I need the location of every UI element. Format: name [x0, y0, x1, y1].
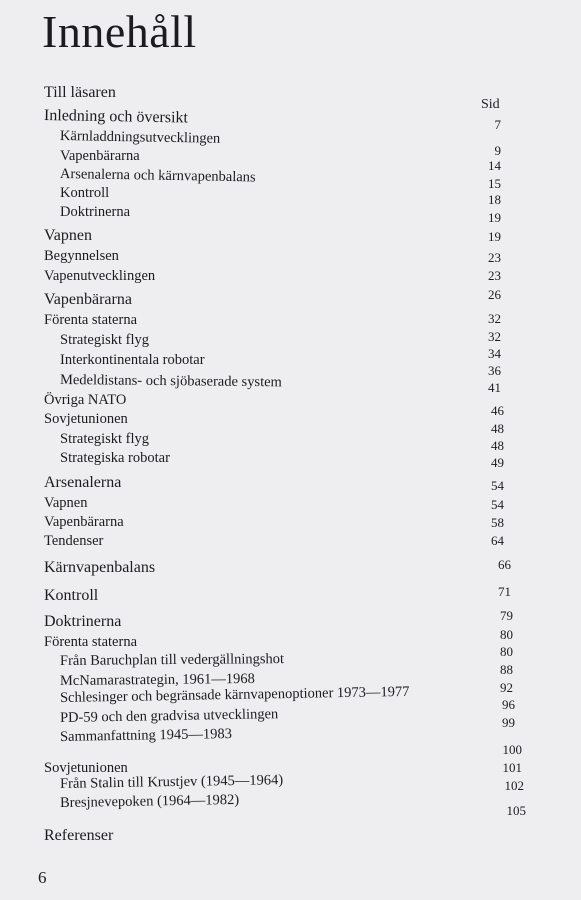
toc-entry-kontroll-chapter: Kontroll — [44, 587, 99, 604]
page-ref: 26 — [488, 287, 501, 302]
page-ref: 14 — [488, 158, 501, 173]
page-title: Innehåll — [42, 6, 197, 57]
page-ref: 7 — [494, 117, 501, 132]
toc-entry-ovriga-nato: Övriga NATO — [44, 392, 127, 408]
toc-entry-sovjetunionen: Sovjetunionen — [44, 411, 128, 427]
page-ref: 80 — [500, 627, 513, 642]
toc-entry-medeldistans: Medeldistans- och sjöbaserade system — [59, 372, 282, 391]
page-ref: 34 — [488, 346, 501, 361]
page-ref: 32 — [488, 329, 501, 344]
toc-entry-begynnelsen: Begynnelsen — [44, 248, 119, 264]
page-ref: 9 — [494, 143, 501, 158]
page-ref: 23 — [488, 250, 501, 265]
toc-entry-vapnen-2: Vapnen — [44, 495, 88, 511]
page-ref: 79 — [500, 608, 513, 623]
page-ref: 54 — [491, 497, 504, 512]
page-ref: 100 — [502, 742, 522, 757]
toc-entry-strategiskt-flyg-2: Strategiskt flyg — [60, 431, 150, 447]
toc-entry-vapnen: Vapnen — [44, 227, 92, 244]
toc-entry-doktrinerna-chapter: Doktrinerna — [44, 613, 122, 630]
page-ref: 41 — [488, 380, 501, 395]
toc-entry-strategiska-robotar: Strategiska robotar — [60, 450, 170, 466]
page-ref: 92 — [500, 680, 513, 695]
toc-entry-interkontinentala: Interkontinentala robotar — [60, 352, 205, 368]
toc-entry-kontroll: Kontroll — [60, 185, 110, 201]
toc-entry-vapenbararna-2: Vapenbärarna — [44, 514, 124, 530]
page-ref: 71 — [498, 584, 511, 599]
toc-entry-tendenser: Tendenser — [44, 533, 104, 549]
toc-entry-stalin-krustjev: Från Stalin till Krustjev (1945—1964) — [59, 772, 284, 792]
toc-entry-vapenutvecklingen: Vapenutvecklingen — [44, 268, 156, 284]
toc-entry-pd59: PD-59 och den gradvisa utvecklingen — [59, 706, 279, 726]
toc-entry-forenta-staterna: Förenta staterna — [44, 312, 138, 328]
toc-entry-arsenalerna: Arsenalerna — [44, 474, 122, 491]
toc-entry-till-lasaren: Till läsaren — [44, 84, 116, 101]
toc-entry-bresjnev: Bresjnevepoken (1964—1982) — [59, 791, 240, 811]
toc-entry-vapenbararna: Vapenbärarna — [60, 148, 140, 164]
toc-entry-forenta-staterna-2: Förenta staterna — [44, 634, 138, 650]
page-ref: 15 — [488, 176, 501, 191]
page-ref: 101 — [502, 760, 522, 775]
page-ref: 102 — [504, 778, 524, 793]
page-ref: 80 — [500, 644, 513, 659]
page-ref: 64 — [491, 533, 504, 548]
page-ref: 105 — [506, 803, 526, 818]
toc-entry-referenser: Referenser — [44, 827, 114, 844]
toc-entry-karnladdning: Kärnladdningsutvecklingen — [59, 128, 221, 147]
page-ref: 99 — [502, 715, 515, 730]
page-ref: 36 — [488, 363, 501, 378]
page-number: 6 — [38, 868, 47, 887]
page-ref: 32 — [488, 311, 501, 326]
toc-entry-sammanfattning: Sammanfattning 1945—1983 — [59, 725, 233, 745]
toc-entry-schlesinger: Schlesinger och begränsade kärnvapenoptioner 1973—1977 — [59, 683, 410, 706]
page-ref: 48 — [491, 438, 504, 453]
page-ref: 88 — [500, 662, 513, 677]
toc-entry-arsenalerna-balans: Arsenalerna och kärnvapenbalans — [59, 166, 256, 186]
page-column-label: Sid — [481, 97, 500, 112]
page-ref: 19 — [488, 210, 501, 225]
toc-entry-baruchplan: Från Baruchplan till vedergällningshot — [59, 651, 285, 669]
page-ref: 66 — [498, 557, 511, 572]
page-ref: 46 — [491, 403, 504, 418]
toc-entry-doktrinerna: Doktrinerna — [60, 204, 131, 220]
toc-entry-sovjetunionen-2: Sovjetunionen — [44, 760, 128, 776]
toc-entry-strategiskt-flyg: Strategiskt flyg — [60, 332, 150, 348]
page-ref: 23 — [488, 268, 501, 283]
page-ref: 18 — [488, 192, 501, 207]
page-ref: 48 — [491, 421, 504, 436]
page-ref: 96 — [502, 697, 515, 712]
toc-entry-karnvapenbalans: Kärnvapenbalans — [44, 559, 156, 576]
toc-entry-inledning: Inledning och översikt — [43, 107, 189, 127]
page-ref: 49 — [491, 455, 504, 470]
page-ref: 54 — [491, 478, 504, 493]
toc-entry-mcnamara: McNamarastrategin, 1961—1968 — [59, 670, 255, 689]
page-ref: 58 — [491, 515, 504, 530]
toc-entry-vapenbararna-chapter: Vapenbärarna — [44, 291, 132, 308]
page-ref: 19 — [488, 229, 501, 244]
